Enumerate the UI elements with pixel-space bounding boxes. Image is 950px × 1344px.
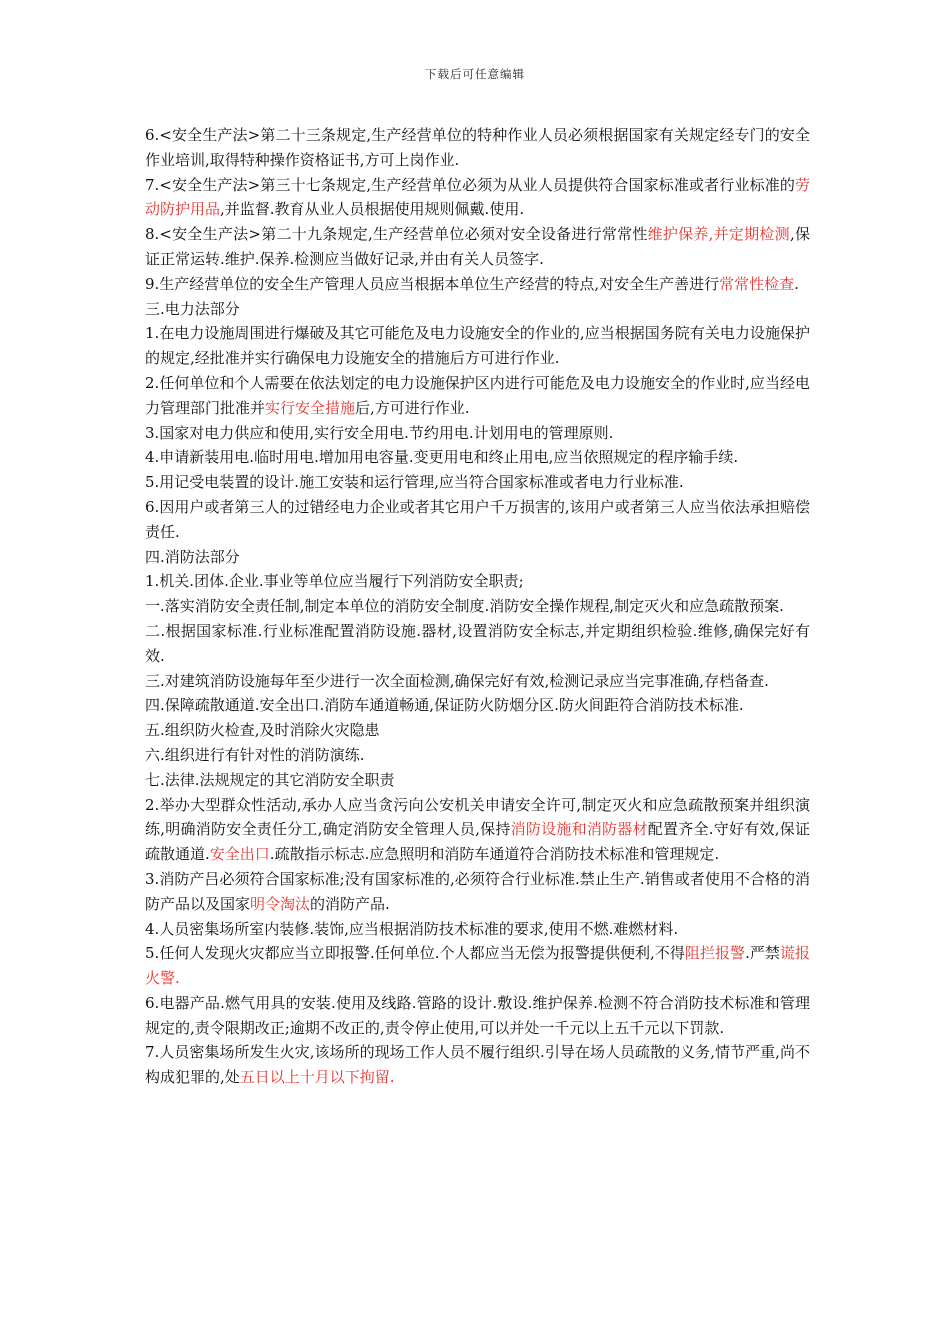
paragraph [145, 669, 810, 694]
paragraph [145, 743, 810, 768]
highlighted-text: 安全出口 [209, 845, 270, 864]
paragraph-text: 三.电力法部分 [145, 299, 240, 318]
paragraph-text: 6.<安全生产法>第二十三条规定,生产经营单位的特种作业人员必须根据国家有关规定经专门的安全作业培训,取得特种操作资格证书,方可上岗作业. [145, 126, 810, 169]
paragraph-text: 的消防产品. [310, 894, 390, 913]
paragraph-text: 四.消防法部分 [145, 547, 240, 566]
paragraph-text: 1.机关.团体.企业.事业等单位应当履行下列消防安全职责; [145, 572, 524, 591]
paragraph [145, 371, 810, 421]
paragraph-text: ,保证正常运转.维护.保养.检测应当做好记录,并由有关人员签字. [145, 225, 810, 268]
paragraph [145, 941, 810, 991]
paragraph [145, 693, 810, 718]
paragraph-text: 一.落实消防安全责任制,制定本单位的消防安全制度.消防安全操作规程,制定灭火和应急疏散预案. [145, 597, 784, 616]
highlighted-text: 常常性检查 [719, 274, 795, 293]
paragraph [145, 569, 810, 594]
highlighted-text: 维护保养,并定期检测 [647, 225, 790, 244]
paragraph-text: 1.在电力设施周围进行爆破及其它可能危及电力设施安全的作业的,应当根据国务院有关电力设施保护的规定,经批准并实行确保电力设施安全的措施后方可进行作业. [145, 324, 810, 368]
highlighted-text: 阻拦报警 [684, 944, 746, 963]
paragraph-text: 后,方可进行作业. [355, 398, 470, 417]
paragraph-text: 2.举办大型群众性活动,承办人应当贪污向公安机关申请安全许可,制定灭火和应急疏散预案并组织演练,明确消防安全责任分工,确定消防安全管理人员,保持 [145, 795, 810, 839]
highlighted-text: 谎报火警. [145, 944, 810, 988]
paragraph [145, 768, 810, 793]
paragraph-text: 4.申请新装用电.临时用电.增加用电容量.变更用电和终止用电,应当依照规定的程序输手续. [145, 448, 739, 467]
paragraph-text: .严禁 [745, 944, 780, 963]
paragraph-text: 5.用记受电装置的设计.施工安装和运行管理,应当符合国家标准或者电力行业标准. [145, 473, 684, 492]
paragraph-text: 6.电器产品.燃气用具的安装.使用及线路.管路的设计.敷设.维护保养.检测不符合消防技术标准和管理规定的,责令限期改正;逾期不改正的,责令停止使用,可以并处一千元以上五千元以下罚款. [145, 993, 810, 1037]
paragraph-text: 6.因用户或者第三人的过错经电力企业或者其它用户千万损害的,该用户或者第三人应当依法承担赔偿责任. [145, 497, 810, 541]
paragraph [145, 619, 810, 669]
paragraph-text: .疏散指示标志.应急照明和消防车通道符合消防技术标准和管理规定. [269, 845, 720, 864]
paragraph [145, 867, 810, 917]
paragraph [145, 594, 810, 619]
highlighted-text: 明令淘汰 [250, 894, 311, 913]
paragraph-text: 七.法律.法规规定的其它消防安全职责 [145, 770, 395, 789]
page-header: 下载后可任意编辑 [425, 67, 525, 81]
paragraph-text: 3.国家对电力供应和使用,实行安全用电.节约用电.计划用电的管理原则. [145, 423, 614, 442]
paragraph [145, 222, 810, 272]
paragraph [145, 718, 810, 743]
paragraph [145, 991, 810, 1041]
paragraph-text: 五.组织防火检查,及时消除火灾隐患 [145, 721, 380, 740]
highlighted-text: 劳动防护用品 [145, 175, 810, 219]
paragraph [145, 321, 810, 371]
highlighted-text: 消防设施和消防器材 [510, 820, 648, 839]
paragraph-text: 7.人员密集场所发生火灾,该场所的现场工作人员不履行组织.引导在场人员疏散的义务,情节严重,尚不构成犯罪的,处 [145, 1043, 810, 1087]
paragraph [145, 173, 810, 223]
paragraph-text: 四.保障疏散通道.安全出口.消防车通道畅通,保证防火防烟分区.防火间距符合消防技术标准. [145, 696, 744, 715]
paragraph [145, 470, 810, 495]
highlighted-text: 实行安全措施 [265, 398, 356, 417]
paragraph [145, 445, 810, 470]
paragraph-text: 9.生产经营单位的安全生产管理人员应当根据本单位生产经营的特点,对安全生产善进行 [145, 274, 720, 293]
paragraph [145, 421, 810, 446]
paragraph-text: 3.消防产吕必须符合国家标准;没有国家标准的,必须符合行业标准.禁止生产.销售或者使用不合格的消防产品以及国家 [145, 869, 810, 913]
paragraph-text: 7.<安全生产法>第三十七条规定,生产经营单位必须为从业人员提供符合国家标准或者行业标准的 [145, 175, 795, 194]
paragraph-text: 4.人员密集场所室内装修.装饰,应当根据消防技术标准的要求,使用不燃.难燃材料. [145, 919, 679, 938]
paragraph-text: ,并监督.教育从业人员根据使用规则佩戴.使用. [220, 200, 525, 219]
paragraph-text: 配置齐全.守好有效,保证疏散通道. [145, 820, 810, 864]
paragraph [145, 793, 810, 867]
paragraph-text: 8.<安全生产法>第二十九条规定,生产经营单位必须对安全设备进行常常性 [145, 225, 648, 244]
paragraph-text: 2.任何单位和个人需要在依法划定的电力设施保护区内进行可能危及电力设施安全的作业时,应当经电力管理部门批准并 [145, 373, 810, 417]
paragraph-text: . [794, 274, 799, 293]
paragraph [145, 272, 810, 297]
paragraph [145, 297, 810, 322]
paragraph-text: 六.组织进行有针对性的消防演练. [145, 745, 365, 764]
paragraph [145, 545, 810, 570]
paragraph-text: 三.对建筑消防设施每年至少进行一次全面检测,确保完好有效,检测记录应当完事准确,存档备查. [145, 671, 769, 690]
paragraph-text: 二.根据国家标准.行业标准配置消防设施.器材,设置消防安全标志,并定期组织检验.维修,确保完好有效. [145, 621, 810, 665]
paragraph-text: 5.任何人发现火灾都应当立即报警.任何单位.个人都应当无偿为报警提供便利,不得 [145, 944, 685, 963]
paragraph [145, 917, 810, 942]
paragraph [145, 495, 810, 545]
paragraph [145, 1040, 810, 1090]
highlighted-text: 五日以上十月以下拘留. [239, 1068, 395, 1087]
paragraph [145, 123, 810, 173]
document-body [145, 123, 810, 1090]
